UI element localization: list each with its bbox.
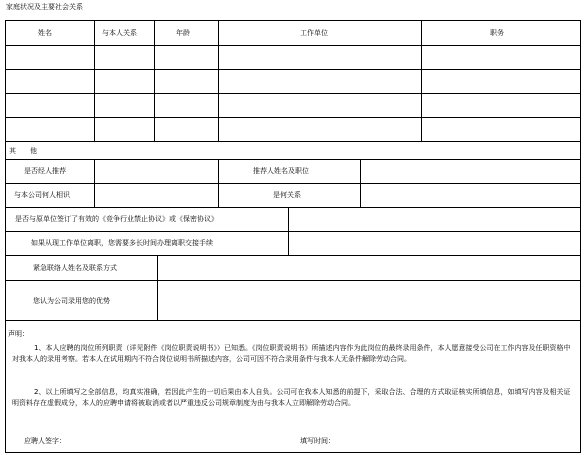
table-border-bottom [5,452,581,453]
family-col-line [154,20,155,142]
family-row-line [5,69,581,70]
family-row-line [5,45,581,46]
date-label: 填写时间： [300,437,335,445]
referral-col-line [218,159,219,208]
other-row-line [5,159,581,160]
referral-label: 是否经人推荐 [24,167,66,175]
family-col-line [421,20,422,142]
other-row-line [5,231,581,232]
col-header-position: 职务 [490,29,504,37]
acquaintance-label: 与本公司何人相识 [14,191,70,199]
relation-label: 是何关系 [273,191,301,199]
emergency-col-line [157,255,158,321]
other-row-line [5,280,581,281]
family-col-line [218,20,219,142]
table-border-left [5,20,6,453]
family-row-line [5,141,581,142]
agreement-label: 是否与原单位签订了有效的《竞争行业禁止协议》或《保密协议》 [15,215,218,223]
referral-col-line [360,159,361,208]
form-section-title: 家庭状况及主要社会关系 [6,3,83,11]
other-row-line [5,183,581,184]
agreement-col-line [288,207,289,256]
declaration-para-1: 1、本人应聘的岗位所列职责（详见附件《岗位职责说明书》）已知悉。《岗位职责说明书》所描述内容作为此岗位的最终录用条件，本人愿意接受公司在工作内容及任职资格中对我本人的录用考察。若本人在试用期内不符合岗位说明书所描述内容，公司可因不符合录用条件与我本人无条件解除劳动合同。 [12,344,571,363]
other-row-line [5,255,581,256]
emergency-contact-label: 紧急联络人姓名及联系方式 [33,264,117,272]
other-row-line [5,207,581,208]
referral-col-line [94,159,95,208]
referrer-label: 推荐人姓名及职位 [253,167,309,175]
table-border-top [5,20,581,21]
family-row-line [5,93,581,94]
table-border-right [580,20,581,453]
col-header-name: 姓名 [38,29,52,37]
declaration-heading: 声明： [8,330,29,338]
col-header-employer: 工作单位 [300,29,328,37]
family-col-line [94,20,95,142]
resign-label: 如果从现工作单位离职，您需要多长时间办理离职交接手续 [31,239,213,247]
advantage-label: 您认为公司录用您的优势 [33,297,110,305]
declaration-para-2: 2、以上所填写之全部信息，均真实准确，若因此产生的一切后果由本人自负。公司可在我本人知悉的前提下，采取合法、合理的方式取证核实所填信息，如填写内容及相关证明资料存在虚假成分，本人的应聘申请将被取消或者以严重违反公司规章制度为由与我本人立即解除劳动合同。 [12,388,571,407]
other-heading: 其 他 [9,147,37,155]
col-header-age: 年龄 [176,29,190,37]
family-row-line [5,117,581,118]
other-row-line [5,320,581,321]
signature-label: 应聘人签字： [24,437,66,445]
col-header-relation: 与本人关系 [102,29,137,37]
